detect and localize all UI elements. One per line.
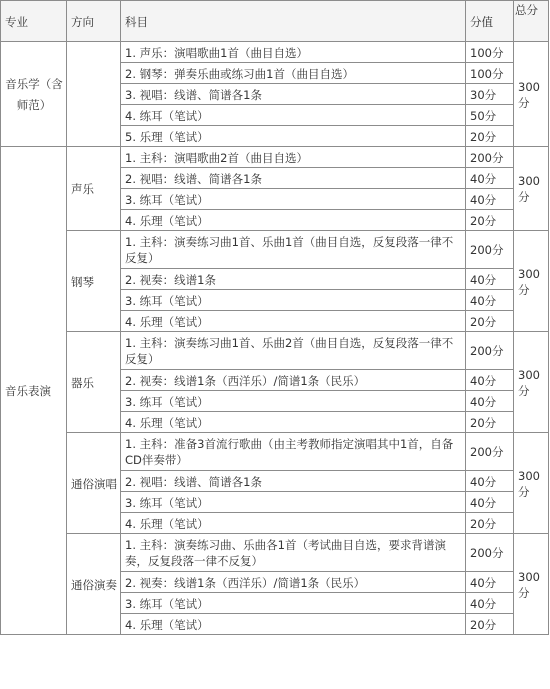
score-cell: 30分 [466, 84, 514, 105]
direction-cell: 通俗演唱 [67, 433, 121, 534]
total-score-cell: 300分 [514, 231, 549, 332]
score-cell: 40分 [466, 471, 514, 492]
score-cell: 40分 [466, 290, 514, 311]
score-cell: 200分 [466, 231, 514, 269]
subject-cell: 2. 视奏：线谱1条（西洋乐）/简谱1条（民乐） [121, 572, 466, 593]
subject-cell: 1. 主科：准备3首流行歌曲（由主考教师指定演唱其中1首，自备CD伴奏带） [121, 433, 466, 471]
header-score: 分值 [466, 1, 514, 42]
subject-cell: 3. 练耳（笔试） [121, 391, 466, 412]
subject-cell: 4. 乐理（笔试） [121, 614, 466, 635]
direction-cell [67, 42, 121, 147]
table-row [1, 534, 549, 572]
subject-cell: 1. 主科：演唱歌曲2首（曲目自选） [121, 147, 466, 168]
score-cell: 40分 [466, 391, 514, 412]
subject-cell: 2. 视奏：线谱1条 [121, 269, 466, 290]
score-cell: 100分 [466, 63, 514, 84]
subject-cell: 4. 乐理（笔试） [121, 513, 466, 534]
header-total: 总分 [514, 1, 549, 42]
score-cell: 40分 [466, 168, 514, 189]
header-direction: 方向 [67, 1, 121, 42]
total-score-cell: 300分 [514, 433, 549, 534]
score-cell: 20分 [466, 126, 514, 147]
subject-cell: 2. 视唱：线谱、简谱各1条 [121, 471, 466, 492]
score-cell: 40分 [466, 269, 514, 290]
score-cell: 20分 [466, 311, 514, 332]
score-cell: 200分 [466, 433, 514, 471]
subject-cell: 1. 主科：演奏练习曲1首、乐曲2首（曲目自选，反复段落一律不反复） [121, 332, 466, 370]
subject-cell: 2. 视唱：线谱、简谱各1条 [121, 168, 466, 189]
direction-cell: 声乐 [67, 147, 121, 231]
header-row [1, 1, 549, 42]
major-cell: 音乐学（含师范） [1, 42, 67, 147]
major-cell: 音乐表演 [1, 147, 67, 635]
subject-cell: 4. 练耳（笔试） [121, 105, 466, 126]
subject-cell: 3. 练耳（笔试） [121, 492, 466, 513]
table-row [1, 147, 549, 168]
score-cell: 40分 [466, 370, 514, 391]
direction-cell: 通俗演奏 [67, 534, 121, 635]
score-cell: 40分 [466, 189, 514, 210]
table-row [1, 433, 549, 471]
score-cell: 40分 [466, 593, 514, 614]
subject-cell: 4. 乐理（笔试） [121, 210, 466, 231]
total-score-cell: 300分 [514, 534, 549, 635]
score-cell: 200分 [466, 332, 514, 370]
total-score-cell: 300分 [514, 42, 549, 147]
score-cell: 20分 [466, 210, 514, 231]
subject-cell: 4. 乐理（笔试） [121, 412, 466, 433]
score-cell: 20分 [466, 513, 514, 534]
total-score-cell: 300分 [514, 147, 549, 231]
score-cell: 200分 [466, 534, 514, 572]
table-row [1, 231, 549, 269]
subject-cell: 3. 视唱：线谱、简谱各1条 [121, 84, 466, 105]
subject-cell: 3. 练耳（笔试） [121, 290, 466, 311]
subject-cell: 4. 乐理（笔试） [121, 311, 466, 332]
table-row [1, 42, 549, 63]
subject-cell: 5. 乐理（笔试） [121, 126, 466, 147]
score-cell: 40分 [466, 492, 514, 513]
score-cell: 200分 [466, 147, 514, 168]
table-row [1, 332, 549, 370]
score-cell: 100分 [466, 42, 514, 63]
header-major: 专业 [1, 1, 67, 42]
subject-cell: 2. 视奏：线谱1条（西洋乐）/简谱1条（民乐） [121, 370, 466, 391]
score-cell: 50分 [466, 105, 514, 126]
subject-cell: 2. 钢琴：弹奏乐曲或练习曲1首（曲目自选） [121, 63, 466, 84]
score-cell: 20分 [466, 614, 514, 635]
direction-cell: 器乐 [67, 332, 121, 433]
subject-cell: 1. 主科：演奏练习曲1首、乐曲1首（曲目自选，反复段落一律不反复） [121, 231, 466, 269]
total-score-cell: 300分 [514, 332, 549, 433]
score-cell: 20分 [466, 412, 514, 433]
subject-cell: 1. 声乐：演唱歌曲1首（曲目自选） [121, 42, 466, 63]
header-subject: 科目 [121, 1, 466, 42]
score-cell: 40分 [466, 572, 514, 593]
subject-cell: 1. 主科：演奏练习曲、乐曲各1首（考试曲目自选，要求背谱演奏，反复段落一律不反复） [121, 534, 466, 572]
subject-cell: 3. 练耳（笔试） [121, 593, 466, 614]
subject-cell: 3. 练耳（笔试） [121, 189, 466, 210]
direction-cell: 钢琴 [67, 231, 121, 332]
